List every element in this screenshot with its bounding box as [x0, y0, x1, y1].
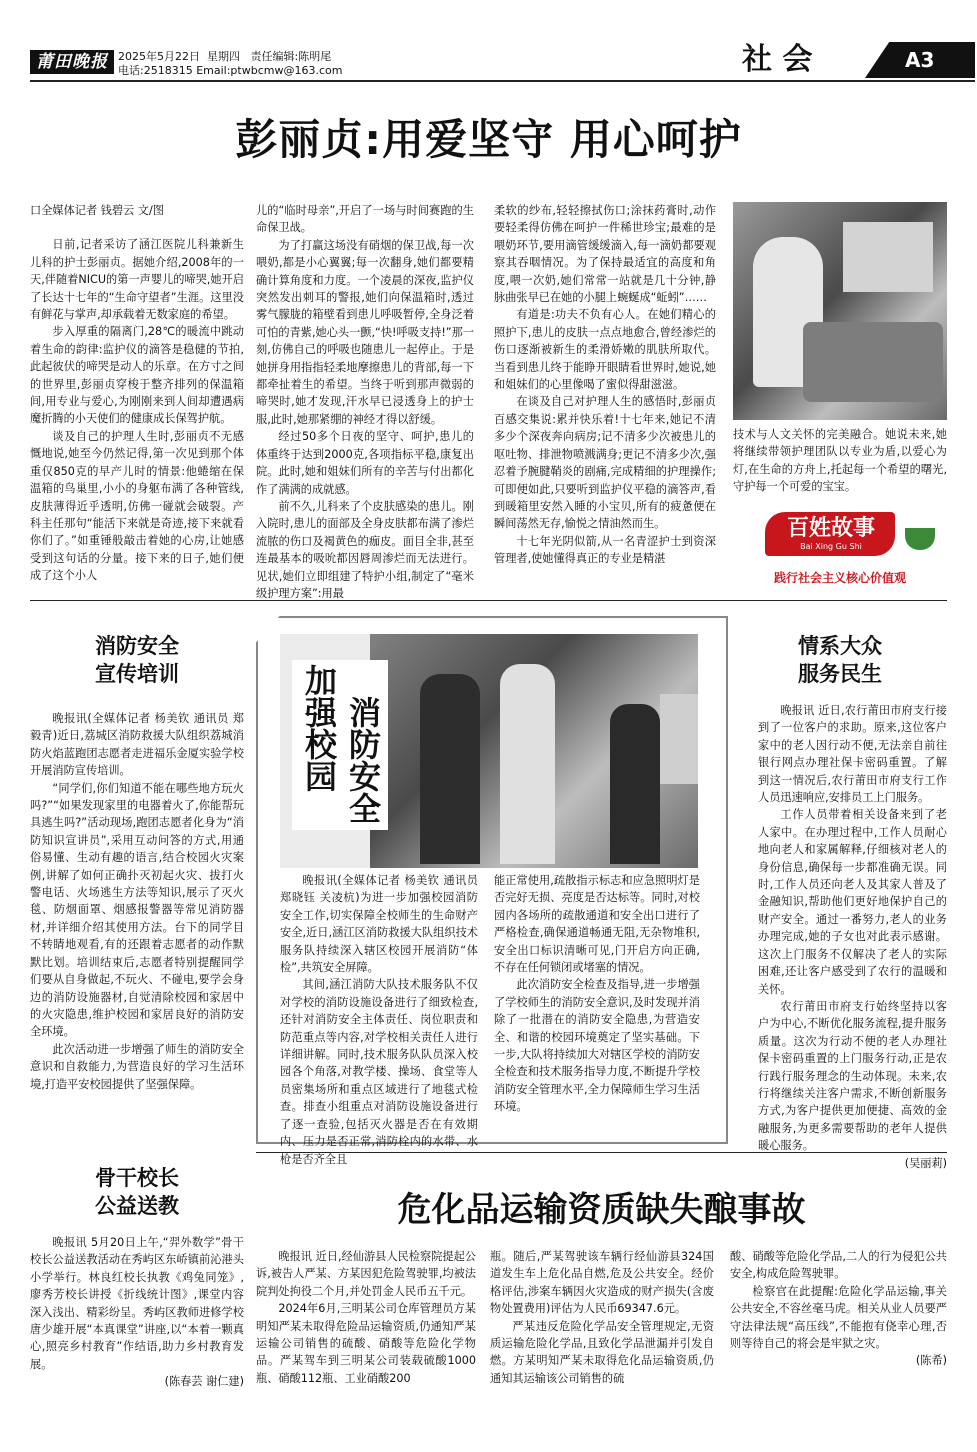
page-number: A3	[905, 48, 935, 72]
paragraph: 2024年6月,三明某公司仓库管理员方某明知严某未取得危险品运输资质,仍通知严某运输公司销售的硫酸、硝酸等危险化学物品。严某驾车到三明某公司装载硫酸1000瓶、硝酸112瓶、工业硝酸200	[256, 1302, 476, 1385]
paragraph: 儿的“临时母亲”,开启了一场与时间赛跑的生命保卫战。	[256, 204, 474, 235]
fire-training-body	[30, 710, 244, 1093]
badge-title: 百姓故事	[786, 516, 875, 541]
paragraph: 晚报讯 近日,农行莆田市府支行接到了一位客户的求助。原来,这位客户家中的老人因行动不便,无法亲自前往银行网点办理社保卡密码重置。了解到这一情况后,农行莆田市府支行工作人员迅速响应,安排员工上门服务。	[758, 704, 947, 805]
main-story-col-1	[30, 202, 244, 585]
principal-headline: 骨干校长 公益送教	[95, 1166, 179, 1218]
paragraph: 晚报讯 5月20日上午,“羿外数学”骨干校长公益送教活动在秀屿区东峤镇前沁港头小学举行。林良红校长执教《鸡兔同笼》,廖秀芳校长讲授《折线统计图》,课堂内容深入浅出、精彩纷呈。秀屿区教师进修学校唐少雄开展“本真课堂”讲座,以“本着一颗真心,照亮乡村教育”作结语,助力乡村教育发展。	[30, 1236, 244, 1371]
paragraph: 在谈及自己对护理人生的感悟时,彭丽贞百感交集说:累并快乐着!十七年来,她记不清多少个深夜奔向病房;记不清多少次被患儿的呕吐物、排泄物喷溅满身;更记不清多少次,强忍着予腕腱鞘炎的剧痛,完成精细的护理操作;可即便如此,只要听到监护仪平稳的滴答声,看到暖箱里安然入睡的小宝贝,所有的疲惫便在瞬间荡然无存,愉悦之情油然而生。	[494, 395, 716, 531]
masthead-rule	[30, 80, 975, 82]
paragraph: 工作人员带着相关设备来到了老人家中。在办理过程中,工作人员耐心地向老人和家属解释,仔细核对老人的身份信息,确保每一步都准确无误。同时,工作人员还向老人及其家人普及了金融知识,帮助他们更好地保护自己的财产安全。通过一番努力,老人的业务办理完成,她的子女也对此表示感谢。这次上门服务不仅解决了老人的实际困难,还让客户感受到了农行的温暖和关怀。	[758, 808, 947, 996]
badge-slogan: 践行社会主义核心价值观	[773, 571, 906, 585]
headline-part-a: 加强校园	[300, 664, 338, 792]
hazmat-col-3	[730, 1248, 947, 1370]
date: 2025年5月22日	[118, 50, 200, 63]
paragraph: 十七年光阴似箭,从一名青涩护士到资深管理者,使她懂得真正的专业是精湛	[494, 534, 716, 566]
main-story-col-4	[733, 426, 947, 496]
service-body	[758, 702, 947, 1172]
author: (吴丽莉)	[904, 1156, 947, 1170]
byline: 口全媒体记者 钱碧云 文/图	[30, 204, 164, 217]
paragraph: 日前,记者采访了涵江医院儿科兼新生儿科的护士彭丽贞。据她介绍,2008年的一天,伴随着NICU的第一声婴儿的啼哭,她开启了长达十七年的“生命守望者”生涯。这里没有鲜花与掌声,却承载着无数家庭的希望。	[30, 238, 244, 322]
paragraph: 为了打赢这场没有硝烟的保卫战,每一次喂奶,都是小心翼翼;每一次翻身,她们都要精确计算角度和力度。一个凌晨的深夜,监护仪突然发出刺耳的警报,她们向保温箱时,透过雾气朦胧的箱壁看到患儿呼吸暂停,全身泛着可怕的青紫,她心头一颤,“快!呼吸支持!”那一刻,仿佛自己的呼吸也随患儿一起停止。于是她拼身用指指轻柔地摩擦患儿的背部,每一下都牵扯着生的希望。当终于听到那声微弱的啼哭时,她才发现,汗水早已浸透身上的护士服,此时,她那紧绷的神经才得以舒缓。	[256, 238, 474, 426]
paragraph: 晚报讯(全媒体记者 杨美钦 通讯员 郑毅青)近日,荔城区消防救援大队组织荔城消防火焰蓝跑团志愿者走进福乐金厦实验学校开展消防宣传培训。	[30, 712, 244, 778]
paragraph: 晚报讯(全媒体记者 杨美钦 通讯员 郑晓钰 关凌杭)为进一步加强校园消防安全工作,切实保障全校师生的生命财产安全,近日,涵江区消防救援大队组织技术服务队持续深入辖区校园开展消防“体检”,共筑安全屏障。	[280, 874, 478, 975]
nurse-photo	[733, 202, 947, 420]
paragraph: 酸、硝酸等危险化学品,二人的行为侵犯公共安全,构成危险驾驶罪。	[730, 1250, 947, 1281]
issue-date	[118, 50, 331, 63]
badge-pinyin: Bai Xing Gu Shi	[800, 542, 862, 551]
hazmat-col-1	[256, 1248, 476, 1387]
paragraph: 经过50多个日夜的坚守、呵护,患儿的体重终于达到2000克,各项指标平稳,康复出院。此时,她和姐妹们所有的辛苦与付出都化作了满满的成就感。	[256, 430, 474, 496]
paragraph: 严某违反危险化学品安全管理规定,无资质运输危险化学品,且致化学品泄漏并引发自燃。方某明知严某未取得危化品运输资质,仍通知其运输该公司销售的硫	[490, 1319, 714, 1385]
paragraph: 步入厚重的隔离门,28℃的暖流中跳动着生命的韵律:监护仪的滴答是稳健的节拍,此起彼伏的啼哭是动人的乐章。在方寸之间的世界里,彭丽贞穿梭于整齐排列的保温箱间,用专业与爱心,为刚刚来到人间却遭遇病魔折腾的小天使们的健康成长保驾护航。	[30, 325, 244, 426]
paragraph: 检察官在此提醒:危险化学品运输,事关公共安全,不容丝毫马虎。相关从业人员要严守法律法规“高压线”,不能抱有侥幸心理,否则等待自己的将会是牢狱之灾。	[730, 1284, 947, 1351]
contact-line: 电话:2518315 Email:ptwbcmw@163.com	[118, 64, 343, 77]
author: (陈春芸 谢仁建)	[164, 1375, 244, 1389]
main-story-col-3	[494, 202, 716, 568]
paragraph: 技术与人文关怀的完美融合。她说未来,她将继续带领护理团队以专业为盾,以爱心为灯,在生命的方舟上,托起每一个希望的曙光,守护每一个可爱的宝宝。	[733, 428, 947, 494]
editor: 责任编辑:陈明尾	[250, 50, 332, 63]
paragraph: 农行莆田市府支行始终坚持以客户为中心,不断优化服务流程,提升服务质量。这次为行动不便的老人办理社保卡密码重置的上门服务行动,正是农行践行服务理念的生动体现。未来,农行将继续关注客户需求,不断创新服务方式,为客户提供更加便捷、高效的金融服务,为更多需要帮助的老年人提供暖心服务。	[758, 999, 947, 1153]
paragraph: 其间,涵江消防大队技术服务队不仅对学校的消防设施设备进行了细致检查,还针对消防安全主体责任、岗位职责和防范重点等内容,对学校相关责任人进行详细讲解。同时,技术服务队队员深入校园各个角落,对教学楼、操场、食堂等人员密集场所和重点区域进行了地毯式检查。排查小组重点对消防设施设备进行了逐一查验,包括灭火器是否在有效期内、压力是否正常,消防栓内的水带、水枪是否齐全且	[280, 978, 478, 1166]
masthead-logo: 莆田晚报	[30, 50, 114, 74]
weekday: 星期四	[207, 50, 240, 63]
headline-part-b: 消防安全	[344, 696, 382, 824]
masthead	[0, 0, 977, 90]
principal-body	[30, 1234, 244, 1391]
section-divider	[30, 600, 947, 601]
paragraph: 柔软的纱布,轻轻擦拭伤口;涂抹药膏时,动作要轻柔得仿佛在呵护一件稀世珍宝;最难的是喂奶环节,要用滴管缓缓滴入,每一滴奶都要观察其吞咽情况。为了保持最适宜的高度和角度,喂一次奶,她们常常一站就是几十分钟,静脉曲张早已在她的小腿上蜿蜒成“蚯蚓”……	[494, 204, 716, 305]
paragraph: 谈及自己的护理人生时,彭丽贞不无感慨地说,她至今仍然记得,第一次见到那个体重仅850克的早产儿时的情景:他蜷缩在保温箱的鸟巢里,小小的身躯布满了各种管线,皮肤薄得近乎透明,仿佛一碰就会破裂。产科主任那句“能活下来就是奇迹,接下来就看你们了。”如重锤般敲击着她的心房,让她感受到这句话的分量。接下来的日子,她们便成了这个小人	[30, 429, 244, 583]
fire-training-headline: 消防安全 宣传培训	[95, 634, 179, 686]
teacup-icon	[905, 528, 935, 550]
baixing-badge	[735, 508, 945, 588]
paragraph: 此次消防安全检查及指导,进一步增强了学校师生的消防安全意识,及时发现并消除了一批潜在的消防安全隐患,为营造安全、和谐的校园环境奠定了坚实基础。下一步,大队将持续加大对辖区学校的消防安全检查和技术服务指导力度,不断提升学校消防安全管理水平,全力保障师生学习生活环境。	[494, 978, 700, 1114]
paragraph: 有道是:功夫不负有心人。在她们精心的照护下,患儿的皮肤一点点地愈合,曾经渗烂的伤口逐渐被新生的柔滑娇嫩的肌肤所取代。当看到患儿终于能睁开眼睛看世界时,她说,她和姐妹们的心里像喝了蜜似得甜滋滋。	[494, 308, 716, 392]
paragraph: 晚报讯 近日,经仙游县人民检察院提起公诉,被告人严某、方某因犯危险驾驶罪,均被法院判处拘役二个月,并处罚金人民币五千元。	[256, 1250, 476, 1298]
campus-safety-col-1	[280, 872, 478, 1168]
paragraph: 前不久,儿科来了个皮肤感染的患儿。刚入院时,患儿的面部及全身皮肤都布满了渗烂流脓的伤口及褐黄色的痂皮。面目全非,甚至连最基本的吸吮都因唇周渗烂而无法进行。见状,她们立即组建了特护小组,制定了“毫米级护理方案”:用最	[256, 499, 474, 600]
campus-safety-col-2	[494, 872, 700, 1116]
hazmat-col-2	[490, 1248, 714, 1387]
paragraph: 能正常使用,疏散指示标志和应急照明灯是否完好无损、亮度是否达标等。同时,对校园内各场所的疏散通道和安全出口进行了严格检查,确保通道畅通无阻,无杂物堆积,安全出口标识清晰可见,门开启方向正确,不存在任何锁闭或堵塞的情况。	[494, 874, 700, 975]
lower-divider	[256, 1152, 947, 1153]
paragraph: 瓶。随后,严某驾驶该车辆行经仙游县324国道发生车上危化品自燃,危及公共安全。经价格评估,涉案车辆因火灾造成的财产损失(含废物处置费用)评估为人民币69347.6元。	[490, 1250, 714, 1316]
service-headline: 情系大众 服务民生	[798, 634, 882, 686]
section-name: 社 会	[742, 42, 813, 77]
campus-safety-headline	[292, 660, 388, 830]
main-headline: 彭丽贞:用爱坚守 用心呵护	[235, 115, 742, 164]
author: (陈希)	[915, 1354, 947, 1368]
main-story-col-2	[256, 202, 474, 602]
hazmat-headline: 危化品运输资质缺失酿事故	[397, 1190, 806, 1230]
paragraph: 此次活动进一步增强了师生的消防安全意识和自救能力,为营造良好的学习生活环境,打造平安校园提供了坚强保障。	[30, 1042, 244, 1091]
paragraph: “同学们,你们知道不能在哪些地方玩火吗?”“如果发现家里的电器着火了,你能帮玩具逃生吗?”活动现场,跑团志愿者化身为“消防知识宣讲员”,采用互动问答的方式,用通俗易懂、生动有趣的语言,结合校园火灾案例,讲解了如何正确扑灭初起火灾、拔打火警电话、火场逃生方法等知识,展示了灭火毯、防烟面罩、烟感报警器等常见消防器材,并详细介绍其使用方法。台下的同学目不转睛地观看,有的还跟着志愿者的动作默默比划。培训结束后,志愿者特别提醒同学们要从自身做起,不玩火、不碰电,要学会身边的消防设施器材,自觉清除校园和家居中的火灾隐患,维护校园和家居良好的消防安全环境。	[30, 781, 244, 1039]
